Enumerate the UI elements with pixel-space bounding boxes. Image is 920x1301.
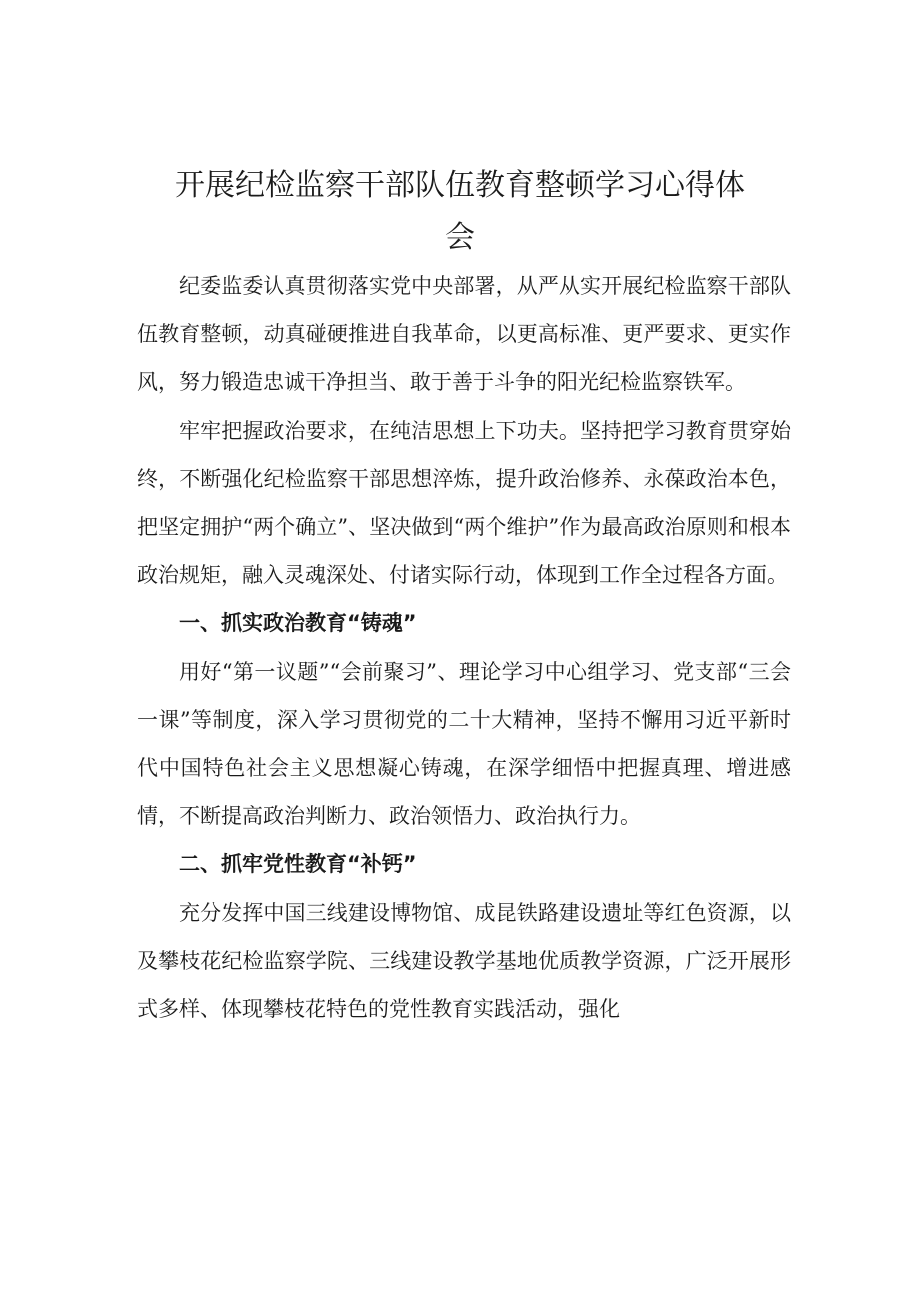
section-heading-2: 二、抓牢党性教育“补钙” [179,852,417,877]
title-line-1: 开展纪检监察干部队伍教育整顿学习心得体 [175,168,745,204]
section-heading-1: 一、抓实政治教育“铸魂” [179,611,417,636]
document-body [137,262,791,1033]
section-body-1: 用好“第一议题”“会前聚习”、理论学习中心组学习、党支部“三会一课”等制度，深入学习贯彻党的二十大精神，坚持不懈用习近平新时代中国特色社会主义思想凝心铸魂，在深学细悟中把握真理、增进感情，不断提高政治判断力、政治领悟力、政治执行力。 [137,659,791,829]
paragraph-political-requirement: 牢牢把握政治要求，在纯洁思想上下功夫。坚持把学习教育贯穿始终，不断强化纪检监察干部思想淬炼，提升政治修养、永葆政治本色，把坚定拥护“两个确立”、坚决做到“两个维护”作为最高政治原则和根本政治规矩，融入灵魂深处、付诸实际行动，体现到工作全过程各方面。 [137,418,791,588]
paragraph-intro: 纪委监委认真贯彻落实党中央部署，从严从实开展纪检监察干部队伍教育整顿，动真碰硬推进自我革命，以更高标准、更严要求、更实作风，努力锻造忠诚干净担当、敢于善于斗争的阳光纪检监察铁军。 [137,274,791,395]
document-title [110,160,810,264]
title-line-2: 会 [445,220,475,256]
section-body-2: 充分发挥中国三线建设博物馆、成昆铁路建设遗址等红色资源，以及攀枝花纪检监察学院、三线建设教学基地优质教学资源，广泛开展形式多样、体现攀枝花特色的党性教育实践活动，强化 [137,900,791,1022]
